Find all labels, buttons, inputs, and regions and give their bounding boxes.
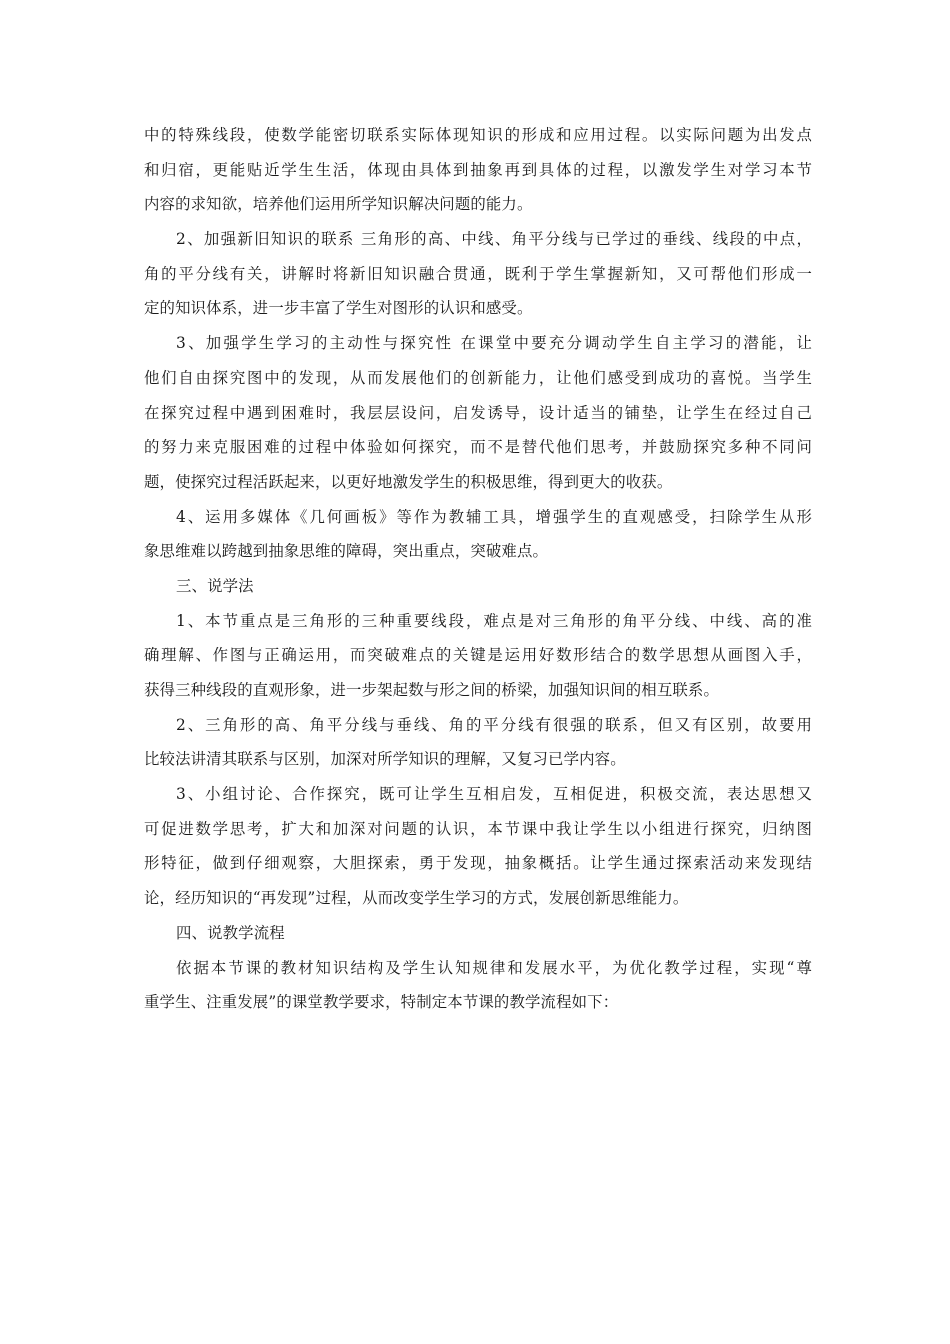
text-line: 3、小组讨论、合作探究，既可让学生互相启发，互相促进，积极交流，表达思想又 — [176, 785, 812, 804]
text-line: 内容的求知欲，培养他们运用所学知识解决问题的能力。 — [144, 195, 533, 214]
text-line: 他们自由探究图中的发现，从而发展他们的创新能力，让他们感受到成功的喜悦。当学生 — [144, 368, 812, 387]
text-line: 可促进数学思考，扩大和加深对问题的认识，本节课中我让学生以小组进行探究，归纳图 — [144, 819, 812, 838]
text-line: 重学生、注重发展”的课堂教学要求，特制定本节课的教学流程如下： — [144, 993, 619, 1012]
text-line: 象思维难以跨越到抽象思维的障碍，突出重点，突破难点。 — [144, 542, 549, 561]
text-line: 中的特殊线段，使数学能密切联系实际体现知识的形成和应用过程。以实际问题为出发点 — [144, 126, 812, 144]
text-line: 获得三种线段的直观形象，进一步架起数与形之间的桥梁，加强知识间的相互联系。 — [144, 681, 720, 699]
text-line: 1、本节重点是三角形的三种重要线段，难点是对三角形的角平分线、中线、高的准 — [176, 611, 812, 630]
text-line: 的努力来克服困难的过程中体验如何探究，而不是替代他们思考，并鼓励探究多种不同问 — [144, 438, 812, 457]
text-line: 定的知识体系，进一步丰富了学生对图形的认识和感受。 — [144, 299, 533, 318]
text-line: 论，经历知识的“再发现”过程，从而改变学生学习的方式，发展创新思维能力。 — [144, 889, 689, 908]
text-line: 2、加强新旧知识的联系 三角形的高、中线、角平分线与已学过的垂线、线段的中点， — [176, 230, 812, 249]
text-line: 比较法讲清其联系与区别，加深对所学知识的理解，又复习已学内容。 — [144, 750, 626, 769]
text-line: 三、说学法 — [176, 576, 254, 595]
text-line: 题，使探究过程活跃起来，以更好地激发学生的积极思维，得到更大的收获。 — [144, 472, 673, 491]
text-line: 确理解、作图与正确运用，而突破难点的关键是运用好数形结合的数学思想从画图入手， — [144, 646, 812, 665]
text-line: 2、三角形的高、角平分线与垂线、角的平分线有很强的联系，但又有区别，故要用 — [176, 715, 812, 734]
document-body — [144, 118, 812, 1020]
text-line: 四、说教学流程 — [176, 923, 285, 942]
text-line: 形特征，做到仔细观察，大胆探索，勇于发现，抽象概括。让学生通过探索活动来发现结 — [144, 854, 812, 873]
text-line: 在探究过程中遇到困难时，我层层设问，启发诱导，设计适当的铺垫，让学生在经过自己 — [144, 403, 812, 422]
text-line: 3、加强学生学习的主动性与探究性 在课堂中要充分调动学生自主学习的潜能，让 — [176, 334, 812, 353]
text-line: 和归宿，更能贴近学生生活，体现由具体到抽象再到具体的过程，以激发学生对学习本节 — [144, 160, 812, 179]
text-line: 角的平分线有关，讲解时将新旧知识融合贯通，既利于学生掌握新知，又可帮他们形成一 — [144, 264, 812, 283]
text-line: 依据本节课的教材知识结构及学生认知规律和发展水平，为优化教学过程，实现“尊 — [176, 958, 812, 977]
text-line: 4、运用多媒体《几何画板》等作为教辅工具，增强学生的直观感受，扫除学生从形 — [176, 507, 812, 526]
